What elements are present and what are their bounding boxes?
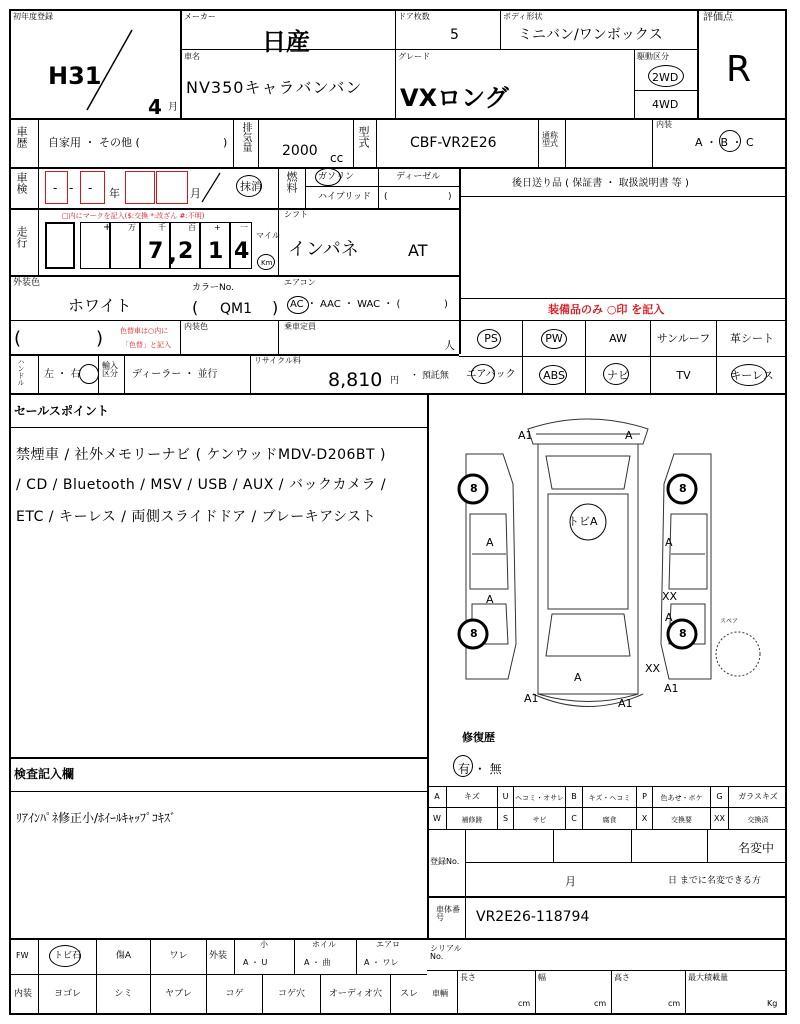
name-change: 名変中: [738, 841, 775, 855]
div: [522, 320, 523, 393]
maker-value: 日産: [262, 28, 310, 56]
legend-code: XX: [714, 814, 725, 823]
div: [96, 938, 97, 1015]
diagram-label: XX: [662, 590, 678, 603]
interior-item: シミ: [114, 989, 133, 999]
year-unit: 年: [109, 187, 120, 200]
div: [465, 896, 466, 938]
ac-label: エアコン: [284, 278, 316, 287]
div: [611, 970, 612, 1015]
legend-code: A: [434, 792, 440, 801]
import-value: ディーラー ・ 並行: [132, 369, 218, 380]
equip-pw: PW: [545, 332, 563, 345]
length-label: 長さ: [460, 973, 476, 982]
history-value: 自家用 ・ その他 (: [48, 136, 140, 149]
interior-label: 内装: [656, 120, 672, 129]
fw-item: 傷A: [115, 951, 132, 961]
equip-navi: ナビ: [607, 369, 629, 382]
unit-sen: 千: [158, 223, 166, 232]
div: [538, 118, 539, 167]
div: [9, 974, 427, 975]
diagram-label: A: [665, 611, 673, 624]
interior-item: コゲ穴: [277, 989, 305, 999]
legend-code: G: [716, 792, 723, 801]
handle-label: ハンドル: [17, 358, 25, 386]
height-unit: cm: [668, 999, 681, 1008]
div: [376, 118, 377, 167]
legend-desc: 交換済: [747, 816, 769, 824]
interior-item: スレ: [399, 989, 418, 999]
div: [634, 49, 635, 118]
div: [465, 862, 787, 863]
history-label: 車歴: [15, 126, 28, 148]
div: [652, 118, 653, 167]
model-value: CBF-VR2E26: [410, 135, 497, 151]
div: [124, 354, 125, 393]
mileage-note: □内にマークを記入($:交換 *:改ざん #:不明): [62, 212, 205, 220]
shift-pos: インパネ: [288, 239, 359, 260]
div: [9, 320, 459, 321]
first-reg-label: 初年度登録: [13, 12, 53, 21]
car-name-value: NV350キャラバンバン: [186, 78, 363, 97]
registration-month: 月: [565, 875, 576, 888]
legend-code: B: [571, 792, 577, 801]
wheel-value: A ・ 曲: [304, 958, 331, 967]
color-change-note1: 色替車は○内に: [120, 327, 169, 335]
div: [459, 320, 787, 321]
div: [697, 9, 699, 119]
month-unit: 月: [168, 102, 178, 113]
equip-ps-circle: [477, 329, 501, 349]
unit-man: 万: [128, 223, 136, 232]
dash: -: [88, 181, 93, 195]
import-label: 輸入区分: [102, 361, 118, 378]
fw-item: ワレ: [169, 951, 188, 961]
div: [457, 970, 458, 1015]
legend-desc: 交換要: [671, 816, 692, 824]
first-reg-month: 4: [148, 95, 162, 119]
maker-label: メーカー: [184, 12, 216, 21]
div: [565, 118, 566, 167]
div: [707, 829, 708, 862]
div: [150, 938, 151, 1015]
equip-sunroof: サンルーフ: [656, 332, 711, 345]
diagram-label: A: [486, 593, 494, 606]
interior-color-label: 内装色: [184, 322, 208, 331]
div: [500, 9, 501, 49]
slash-divider: [82, 25, 142, 115]
month-unit: 月: [190, 187, 201, 200]
color-no-open: (: [192, 298, 199, 317]
div: [38, 938, 39, 1015]
diagram-label: A1: [518, 429, 533, 442]
diagram-label: トビA: [568, 515, 598, 528]
unit-plus: +: [103, 222, 112, 233]
tire-label: 8: [470, 627, 478, 640]
unit-hyaku: 百: [188, 223, 196, 232]
div: [9, 167, 787, 169]
div: [585, 320, 586, 393]
tire-label: 8: [679, 627, 687, 640]
repair-label: 修復歴: [462, 731, 495, 744]
div: [180, 320, 181, 354]
interior-item: ヨゴレ: [53, 989, 81, 999]
div: [9, 208, 459, 210]
recycle-value: 8,810: [328, 369, 383, 391]
div: [250, 354, 251, 393]
width-label: 幅: [538, 973, 546, 982]
div: [459, 356, 787, 357]
diagram-label: A: [574, 671, 582, 684]
equip-navi-circle: [603, 363, 629, 385]
wheel-label: ホイル: [312, 940, 336, 949]
div: [356, 938, 357, 974]
equip-airbag: エアバック: [466, 369, 516, 380]
diagram-label: A1: [664, 682, 679, 695]
div: [9, 427, 427, 428]
div: [459, 298, 787, 299]
spare-label: スペア: [720, 618, 739, 625]
div: [459, 196, 787, 197]
doors-label: ドア枚数: [398, 12, 430, 21]
diagram-label: A: [486, 536, 494, 549]
weight-label: 最大積載量: [688, 973, 728, 982]
div: [685, 970, 686, 1015]
equip-keyless: キーレス: [730, 369, 774, 382]
equip-title: 装備品のみ ○印 を記入: [548, 303, 665, 316]
shift-type: AT: [408, 241, 428, 260]
div: [427, 786, 787, 787]
div: [353, 118, 354, 167]
color-no-close: ): [272, 298, 279, 317]
unregistered: 抹消: [240, 180, 262, 193]
diagram-label: A: [625, 429, 633, 442]
dash: -: [69, 181, 74, 195]
unregistered-circle: [236, 175, 262, 197]
div: [180, 49, 697, 50]
legend-desc: キズ: [464, 792, 480, 801]
fuel-hybrid: ハイブリッド: [318, 192, 372, 202]
car-name-label: 車名: [184, 52, 200, 61]
unit-plus: +: [214, 223, 221, 232]
body-label: ボディ形状: [503, 12, 543, 21]
dash: -: [53, 181, 58, 195]
diagram-label: A1: [524, 692, 539, 705]
displacement-value: 2000: [282, 143, 318, 159]
grade-score-label: 評価点: [703, 12, 733, 23]
aero-label: エアロ: [376, 940, 400, 949]
legend-code: W: [433, 814, 441, 823]
fw-item-circle: [49, 945, 81, 967]
exterior-color-value: ホワイト: [68, 296, 132, 315]
div: [427, 829, 787, 830]
registration-day: 日 までに名変できる方: [668, 876, 761, 886]
inspection-box: [80, 171, 105, 204]
div: [634, 90, 697, 91]
tire-label: 8: [679, 482, 687, 495]
ac-close: ): [444, 299, 448, 310]
diagram-label: A1: [618, 697, 633, 710]
docs-label: 後日送り品 ( 保証書 ・ 取扱説明書 等 ): [512, 178, 689, 189]
grade-label: グレード: [398, 52, 430, 61]
div: [294, 938, 295, 974]
ac-circle: [287, 296, 309, 314]
interior-grades: A ・ B ・ C: [695, 136, 754, 149]
inspection-notes-text: ﾘｱｲﾝﾊﾟﾈ修正小/ﾎｲｰﾙｷｬｯﾌﾟｺｷｽﾞ: [16, 811, 177, 825]
div: [305, 167, 306, 208]
inspection-box: [125, 171, 155, 204]
paren-close: ): [96, 328, 104, 349]
diagram-label: A: [665, 536, 673, 549]
tire-label: 8: [470, 482, 478, 495]
interior-item: ヤブレ: [165, 989, 192, 999]
vin-label: 車体番号: [436, 905, 460, 922]
equip-tv: TV: [676, 369, 691, 382]
legend-desc: ヘコミ・オサレ: [515, 794, 564, 802]
div: [427, 807, 787, 808]
color-no-value: QM1: [220, 301, 253, 317]
legend-desc: サビ: [532, 816, 547, 824]
unit-ichi: 一: [240, 223, 248, 232]
mileage-d1: 7: [148, 239, 164, 264]
sales-point-line1: 禁煙車 / 社外メモリーナビ ( ケンウッドMDV-D206BT ): [16, 447, 386, 463]
shift-label: シフト: [284, 210, 308, 219]
fuel-gas: ガソリン: [318, 172, 355, 182]
paren-open: (: [14, 328, 22, 349]
unit-km: Km: [261, 259, 273, 267]
div: [395, 9, 396, 118]
registration-label: 登録No.: [430, 857, 460, 866]
div: [378, 167, 379, 208]
div: [427, 896, 787, 898]
div: [38, 208, 39, 275]
equip-abs-circle: [539, 365, 567, 385]
handle-circle: [79, 364, 99, 384]
fuel-diesel: ディーゼル: [396, 172, 441, 182]
interior-item: コゲ: [225, 989, 244, 999]
div: [38, 118, 39, 167]
legend-desc: 補修跡: [461, 816, 483, 824]
div: [553, 829, 554, 862]
div: [650, 320, 651, 393]
legend-desc: 腐食: [602, 816, 617, 824]
drive-label: 駆動区分: [637, 52, 669, 61]
handle-value: 左 ・ 右: [44, 369, 81, 380]
div: [9, 275, 459, 277]
history-close: ): [223, 136, 228, 149]
mileage-d2: 2: [178, 239, 194, 264]
equip-airbag-circle: [471, 364, 495, 384]
recycle-deposit: ・ 預託無: [410, 371, 449, 381]
grade-value: VXロング: [400, 84, 509, 112]
interior-item: オーディオ穴: [328, 989, 383, 999]
common-model-label: 通称型式: [542, 131, 558, 148]
equip-pw-circle: [541, 329, 567, 349]
fuel-gas-circle: [315, 168, 341, 186]
height-label: 高さ: [614, 973, 630, 982]
fw-item: トビ石: [53, 951, 81, 961]
sales-point-label: セールスポイント: [14, 404, 109, 418]
div: [234, 938, 235, 974]
equip-aw: AW: [609, 332, 627, 345]
div: [716, 320, 717, 393]
repair-circle: [453, 755, 473, 777]
small-value: A ・ U: [243, 958, 268, 967]
interior-grade-circle: [719, 130, 741, 152]
legend-code: C: [571, 814, 577, 823]
mileage-comma: ,: [169, 242, 177, 266]
recycle-label: リサイクル料: [254, 356, 301, 365]
first-reg-year: H31: [48, 62, 102, 90]
div: [233, 118, 234, 167]
div: [535, 970, 536, 1015]
equip-ps: PS: [484, 332, 498, 345]
div: [427, 970, 787, 971]
capacity-unit: 人: [444, 339, 455, 352]
recycle-unit: 円: [390, 376, 400, 386]
legend-desc: 色あせ・ボケ: [660, 794, 703, 802]
displacement-label: 排気量: [240, 122, 251, 152]
mileage-label: 走行: [15, 226, 28, 248]
equip-keyless-circle: [731, 364, 767, 386]
equip-abs: ABS: [543, 369, 565, 382]
body-value: ミニバン/ワンボックス: [518, 27, 663, 43]
slash-divider: [196, 170, 226, 205]
diagram-label: XX: [645, 662, 661, 675]
equip-leather: 革シート: [730, 332, 774, 345]
width-unit: cm: [594, 999, 607, 1008]
exterior-color-label: 外装色: [13, 278, 41, 288]
vin-value: VR2E26-118794: [476, 909, 590, 925]
km-circle: [257, 254, 275, 270]
repair-value: 有 ・ 無: [458, 762, 502, 776]
fuel-other: (: [384, 192, 388, 202]
capacity-label: 乗車定員: [284, 322, 316, 331]
div: [206, 938, 207, 1015]
sales-point-line3: ETC / キーレス / 両側スライドドア / ブレーキアシスト: [16, 509, 377, 525]
fw-label: FW: [16, 951, 29, 960]
model-label: 型式: [357, 126, 370, 148]
size-label: 車輌: [432, 989, 448, 998]
length-unit: cm: [518, 999, 531, 1008]
fuel-label: 燃料: [285, 171, 298, 193]
exterior-label: 外装: [209, 951, 228, 961]
legend-code: S: [502, 814, 509, 823]
mileage-d4: 4: [234, 239, 250, 264]
div: [305, 186, 459, 187]
interior-row-label: 内装: [14, 989, 33, 999]
inspection-box: [156, 171, 188, 204]
div: [9, 791, 427, 792]
div: [631, 829, 632, 862]
vehicle-diagram: [428, 394, 786, 714]
unit-mile: マイル: [256, 231, 280, 240]
mileage-d3: 1: [208, 239, 224, 264]
inspection-notes-label: 検査記入欄: [14, 767, 75, 781]
drive-4wd: 4WD: [652, 98, 679, 111]
ac-value: AC ・ AAC ・ WAC ・ (: [290, 299, 401, 310]
legend-code: P: [642, 792, 647, 801]
div: [38, 354, 39, 393]
grade-score-value: R: [726, 49, 752, 90]
serial-label: シリアルNo.: [430, 944, 462, 961]
small-label: 小: [260, 940, 268, 949]
color-no-label: カラーNo.: [192, 283, 234, 293]
inspection-label: 車検: [15, 172, 28, 194]
displacement-unit: cc: [330, 151, 344, 165]
div: [9, 354, 459, 356]
div: [278, 167, 279, 275]
fuel-other-close: ): [448, 192, 452, 202]
div: [258, 118, 259, 167]
sales-point-line2: / CD / Bluetooth / MSV / USB / AUX / バックカメラ /: [16, 477, 387, 493]
drive-2wd: 2WD: [652, 71, 679, 84]
legend-desc: キズ・ヘコミ: [588, 794, 631, 802]
div: [180, 9, 182, 119]
div: [9, 757, 427, 759]
div: [278, 320, 279, 354]
legend-desc: ガラスキズ: [738, 792, 778, 801]
aero-value: A ・ ワレ: [364, 958, 399, 967]
color-change-note2: 「色替」と記入: [122, 341, 171, 349]
weight-unit: Kg: [767, 999, 778, 1008]
legend-code: X: [641, 814, 648, 823]
legend-code: U: [502, 792, 509, 801]
div: [38, 167, 39, 208]
doors-value: 5: [450, 27, 459, 43]
mileage-box: [45, 222, 75, 269]
